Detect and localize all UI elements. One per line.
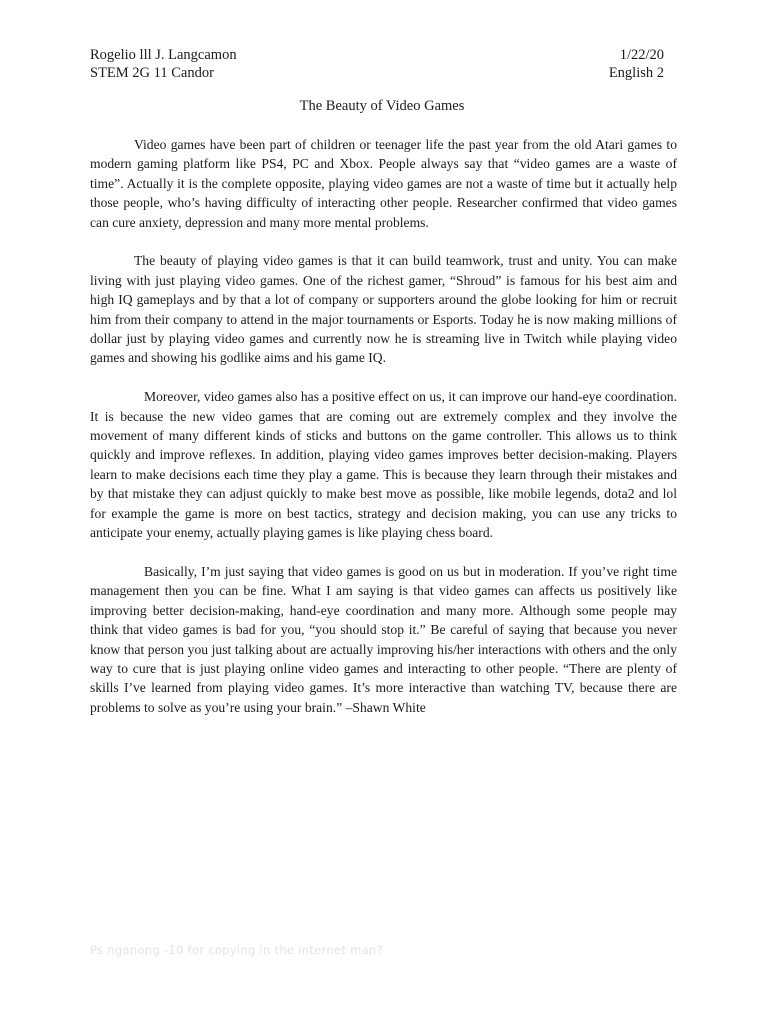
- footer-note: Ps nganong -10 for copying in the internet man?: [90, 943, 383, 957]
- essay-title: The Beauty of Video Games: [299, 98, 465, 114]
- essay-body: [90, 135, 677, 737]
- paragraph: Basically, I’m just saying that video games is good on us but in moderation. If you’ve right time management then you can be fine. What I am saying is that video games can affects us positively like improving better decision-making, hand-eye coordination and many more. Although some people may think that video games is bad for you, “you should stop it.” Be careful of saying that because you never know that person you just talking about are actually improving his/her interactions with others and the only way to cure that is just playing online video games and interacting to other people. “There are plenty of skills I’ve learned from playing video games. It’s more interactive than watching TV, because there are problems to solve as you’re using your brain.” –Shawn White: [90, 563, 677, 715]
- class-section: STEM 2G 11 Candor: [90, 65, 214, 81]
- paragraph: The beauty of playing video games is that it can build teamwork, trust and unity. You can make living with just playing video games. One of the richest gamer, “Shroud” is famous for his best aim and high IQ gameplays and by that a lot of company or supporters around the globe looking for him or recruit him from their company to attend in the major tournaments or Esports. Today he is now making millions of dollar just by playing video games and currently now he is streaming live in Twitch while playing video games and showing his godlike aims and his game IQ.: [90, 253, 677, 366]
- header-row-1: [90, 46, 664, 64]
- paragraph: Video games have been part of children or teenager life the past year from the old Atari games to modern gaming platform like PS4, PC and Xbox. People always say that “video games are a waste of time”. Actually it is the complete opposite, playing video games are not a waste of time but it actually help those people, who’s having difficulty of interacting other people. Researcher confirmed that video games can cure anxiety, depression and many more mental problems.: [90, 137, 677, 230]
- header-row-2: [90, 64, 664, 82]
- paragraph: Moreover, video games also has a positive effect on us, it can improve our hand-eye coordination. It is because the new video games that are coming out are extremely complex and they involve the movement of many different kinds of sticks and buttons on the game controller. This allows us to think quickly and improve reflexes. In addition, playing video games improves better decision-making. Players learn to make decisions each time they play a game. This is because they learn through their mistakes and by that mistake they can adjust quickly to make best move as possible, like mobile legends, dota2 and lol for example the game is more on best tactics, strategy and decision making, you can use any tricks to anticipate your enemy, actually playing games is like playing chess board.: [90, 389, 677, 541]
- author-name: Rogelio lll J. Langcamon: [90, 47, 237, 63]
- subject-name: English 2: [608, 65, 664, 81]
- document-date: 1/22/20: [619, 47, 664, 63]
